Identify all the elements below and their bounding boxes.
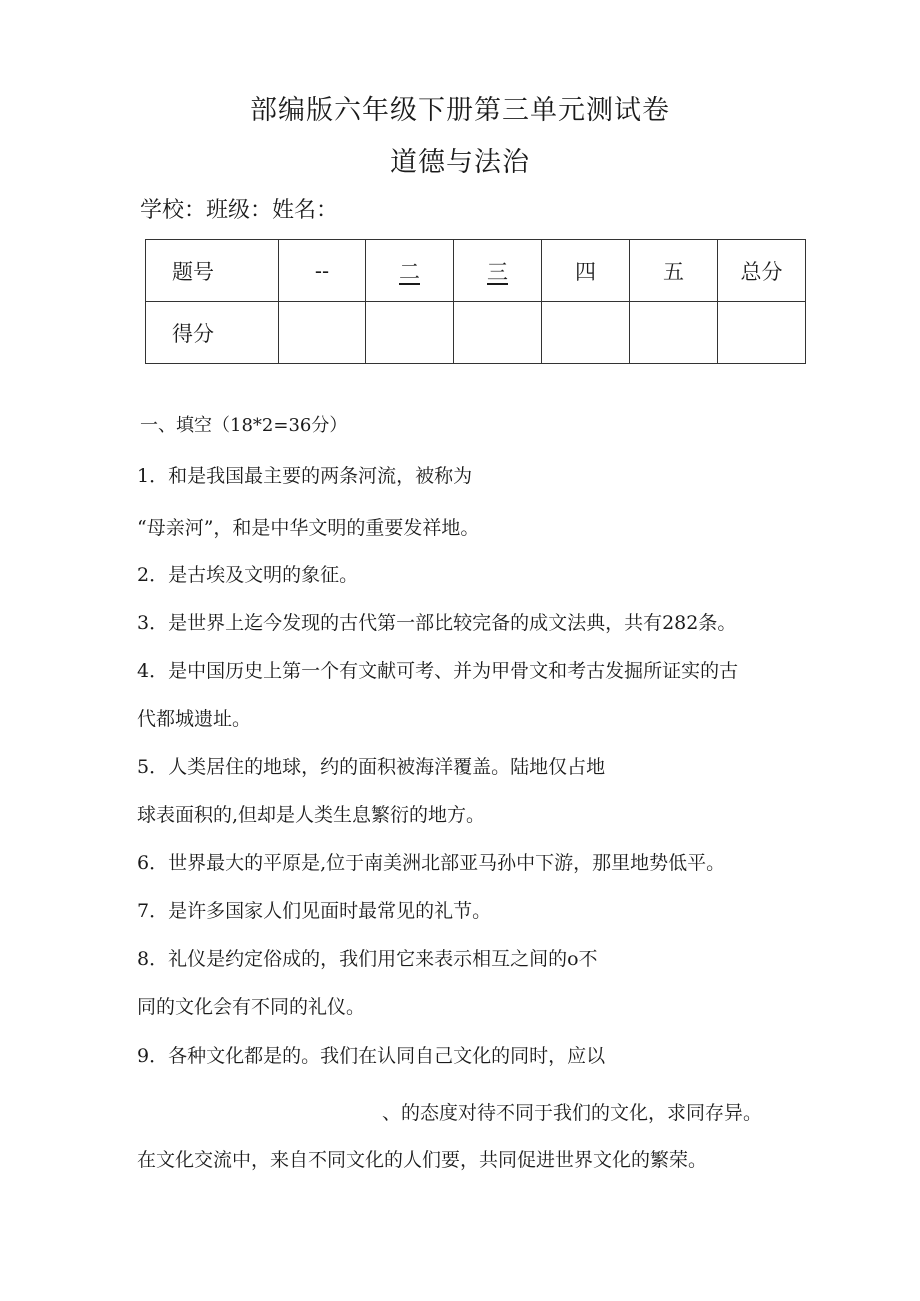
question-line: 同的文化会有不同的礼仪。 — [137, 996, 366, 1018]
page-title: 部编版六年级下册第三单元测试卷 — [250, 95, 670, 126]
question-line: “母亲河”，和是中华文明的重要发祥地。 — [137, 517, 480, 539]
score-cell-5 — [630, 302, 718, 364]
question-line: 、的态度对待不同于我们的文化，求同存异。 — [382, 1102, 763, 1124]
section-heading: 一、填空（18*2=36分） — [140, 415, 348, 436]
score-cell-4 — [542, 302, 630, 364]
score-row-label: 得分 — [146, 302, 279, 364]
question-line: 6．世界最大的平原是,位于南美洲北部亚马孙中下游，那里地势低平。 — [137, 852, 726, 874]
score-row — [146, 302, 806, 364]
question-number-row — [146, 240, 806, 302]
column-2-label: 二 — [399, 259, 420, 284]
question-line: 4．是中国历史上第一个有文献可考、并为甲骨文和考古发掘所证实的古 — [137, 660, 739, 682]
subject-title: 道德与法治 — [390, 147, 530, 178]
column-2-header — [366, 240, 454, 302]
column-1-header: -- — [279, 240, 366, 302]
score-cell-1 — [279, 302, 366, 364]
score-cell-total — [718, 302, 806, 364]
question-line: 代都城遗址。 — [137, 708, 252, 730]
total-header: 总分 — [718, 240, 806, 302]
row-header-label: 题号 — [146, 240, 279, 302]
score-cell-3 — [454, 302, 542, 364]
column-3-label: 三 — [487, 259, 508, 284]
question-line: 在文化交流中，来自不同文化的人们要，共同促进世界文化的繁荣。 — [137, 1149, 708, 1171]
question-line: 7．是许多国家人们见面时最常见的礼节。 — [137, 900, 492, 922]
student-info-line: 学校：班级：姓名： — [140, 198, 339, 223]
score-cell-2 — [366, 302, 454, 364]
question-line: 1．和是我国最主要的两条河流，被称为 — [137, 465, 473, 487]
question-line: 3．是世界上迄今发现的古代第一部比较完备的成文法典，共有282条。 — [137, 612, 737, 634]
column-3-header — [454, 240, 542, 302]
question-line: 球表面积的,但却是人类生息繁衍的地方。 — [137, 804, 486, 826]
column-5-header: 五 — [630, 240, 718, 302]
question-line: 2．是古埃及文明的象征。 — [137, 564, 359, 586]
question-line: 5．人类居住的地球，约的面积被海洋覆盖。陆地仅占地 — [137, 756, 606, 778]
column-4-header: 四 — [542, 240, 630, 302]
question-line: 9．各种文化都是的。我们在认同自己文化的同时，应以 — [137, 1045, 606, 1067]
score-table — [145, 239, 806, 364]
question-line: 8．礼仪是约定俗成的，我们用它来表示相互之间的o不 — [137, 948, 598, 970]
